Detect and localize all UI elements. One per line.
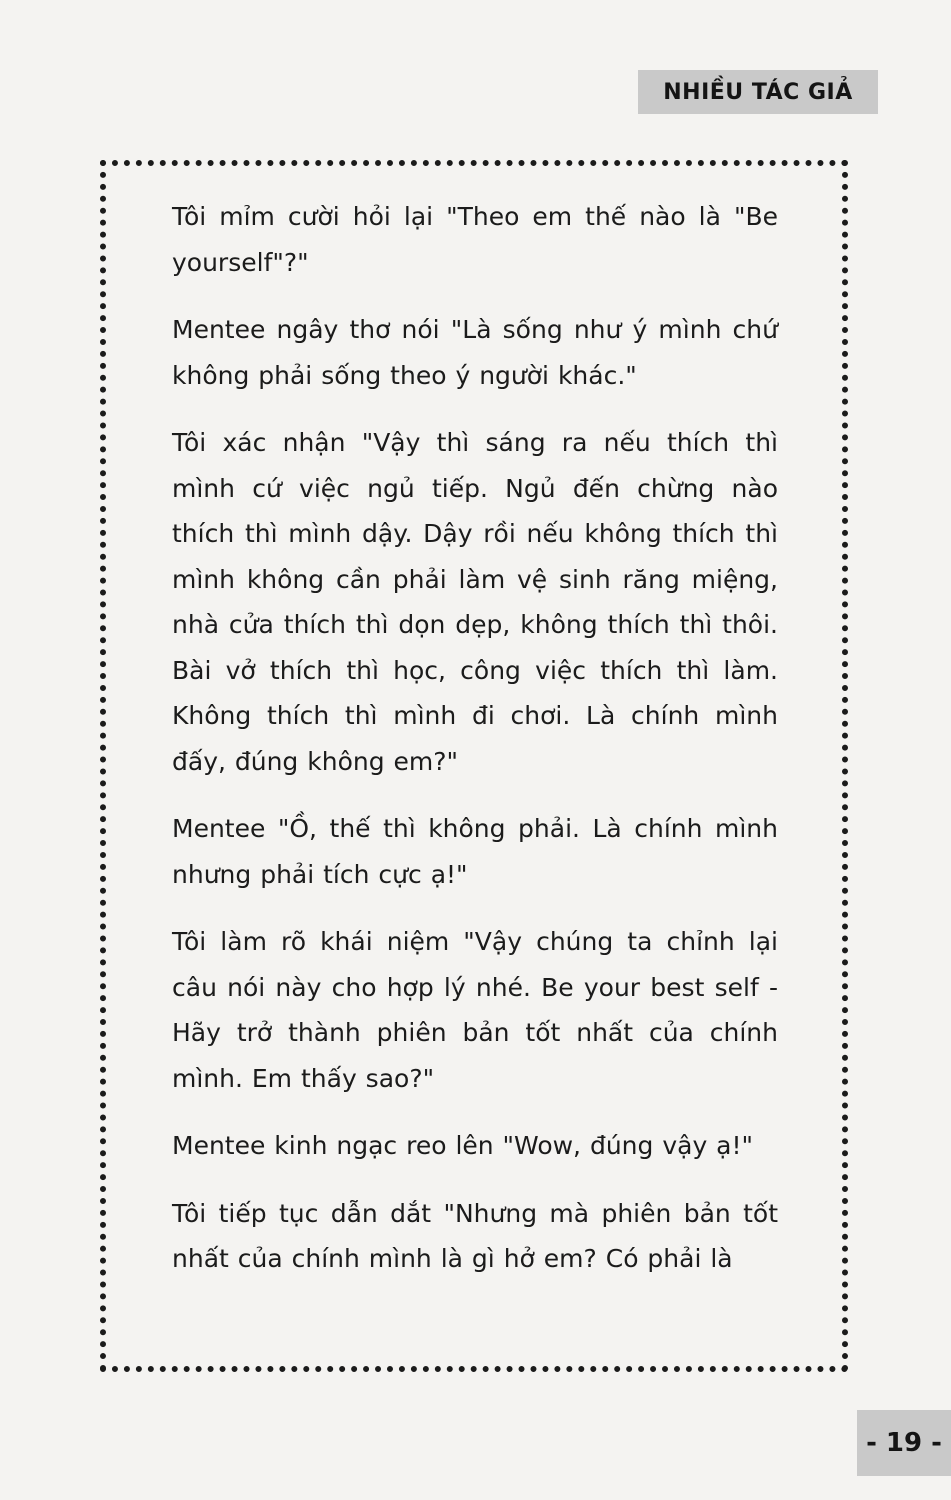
body-text — [172, 194, 778, 1304]
paragraph: Tôi mỉm cười hỏi lại "Theo em thế nào là "Be yourself"?" — [172, 202, 778, 277]
paragraph: Mentee "Ồ, thế thì không phải. Là chính mình nhưng phải tích cực ạ!" — [172, 814, 778, 889]
paragraph: Tôi tiếp tục dẫn dắt "Nhưng mà phiên bản tốt nhất của chính mình là gì hở em? Có phải là — [172, 1198, 778, 1273]
paragraph: Mentee ngây thơ nói "Là sống như ý mình chứ không phải sống theo ý người khác." — [172, 315, 778, 390]
page-number: - 19 - — [857, 1410, 951, 1476]
paragraph: Tôi làm rõ khái niệm "Vậy chúng ta chỉnh lại câu nói này cho hợp lý nhé. Be your best self - Hãy trở thành phiên bản tốt nhất của chính mình. Em thấy sao?" — [172, 927, 778, 1093]
paragraph: Tôi xác nhận "Vậy thì sáng ra nếu thích thì mình cứ việc ngủ tiếp. Ngủ đến chừng nào thích thì mình dậy. Dậy rồi nếu không thích thì mình không cần phải làm vệ sinh răng miệng, nhà cửa thích thì dọn dẹp, không thích thì thôi. Bài vở thích thì học, công việc thích thì làm. Không thích thì mình đi chơi. Là chính mình đấy, đúng không em?" — [172, 428, 778, 776]
author-header-tag: NHIỀU TÁC GIẢ — [638, 70, 878, 114]
paragraph: Mentee kinh ngạc reo lên "Wow, đúng vậy ạ!" — [172, 1131, 754, 1160]
